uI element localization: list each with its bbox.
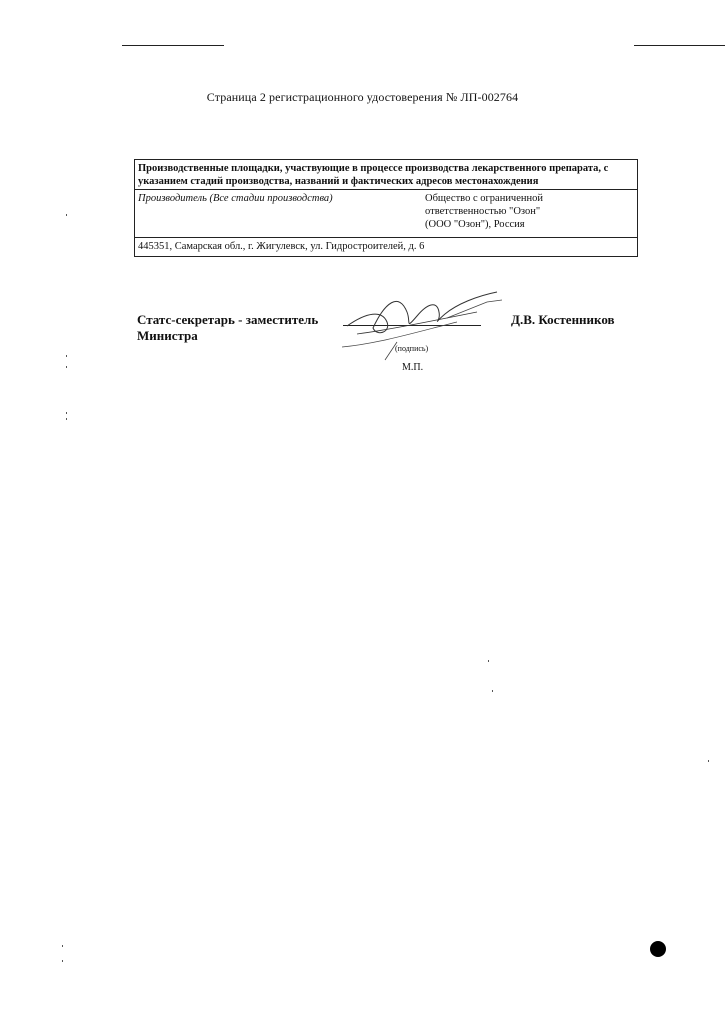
signer-name: Д.В. Костенников bbox=[511, 312, 615, 327]
producer-name-line: Общество с ограниченной bbox=[425, 193, 543, 204]
address-row: 445351, Самарская обл., г. Жигулевск, ул. Гидростроителей, д. 6 bbox=[138, 241, 425, 252]
signature-block bbox=[137, 312, 637, 382]
signer-title-line: Министра bbox=[137, 328, 198, 343]
producer-name-line: ответственностью "Озон" bbox=[425, 206, 541, 217]
scan-speck bbox=[66, 214, 67, 216]
handwritten-signature bbox=[327, 282, 527, 372]
signer-title bbox=[137, 312, 337, 344]
producer-name-line: (ООО "Озон"), Россия bbox=[425, 219, 525, 230]
scan-speck bbox=[66, 366, 67, 368]
signer-title-line: Статс-секретарь - заместитель bbox=[137, 312, 319, 327]
scan-speck bbox=[488, 660, 489, 662]
scan-speck bbox=[62, 945, 63, 947]
top-right-rule bbox=[634, 45, 725, 46]
top-left-rule bbox=[122, 45, 224, 46]
production-sites-table bbox=[134, 159, 638, 257]
producer-role: Производитель (Все стадии производства) bbox=[138, 193, 333, 204]
stamp-placeholder: М.П. bbox=[402, 362, 424, 373]
scan-speck bbox=[66, 355, 67, 357]
signature-caption: (подпись) bbox=[395, 344, 429, 353]
producer-row bbox=[135, 190, 637, 238]
table-heading: Производственные площадки, участвующие в процессе производства лекарственного препарата, с указанием стадий производства, названий и фактических адресов местонахождения bbox=[135, 160, 637, 190]
scan-speck bbox=[492, 690, 493, 692]
scan-speck bbox=[66, 412, 67, 414]
scan-speck bbox=[62, 960, 63, 962]
scan-speck bbox=[66, 418, 67, 420]
page-header: Страница 2 регистрационного удостоверения № ЛП-002764 bbox=[206, 90, 519, 104]
scan-speck bbox=[708, 760, 709, 762]
producer-name bbox=[425, 192, 634, 231]
punch-hole bbox=[650, 941, 666, 957]
